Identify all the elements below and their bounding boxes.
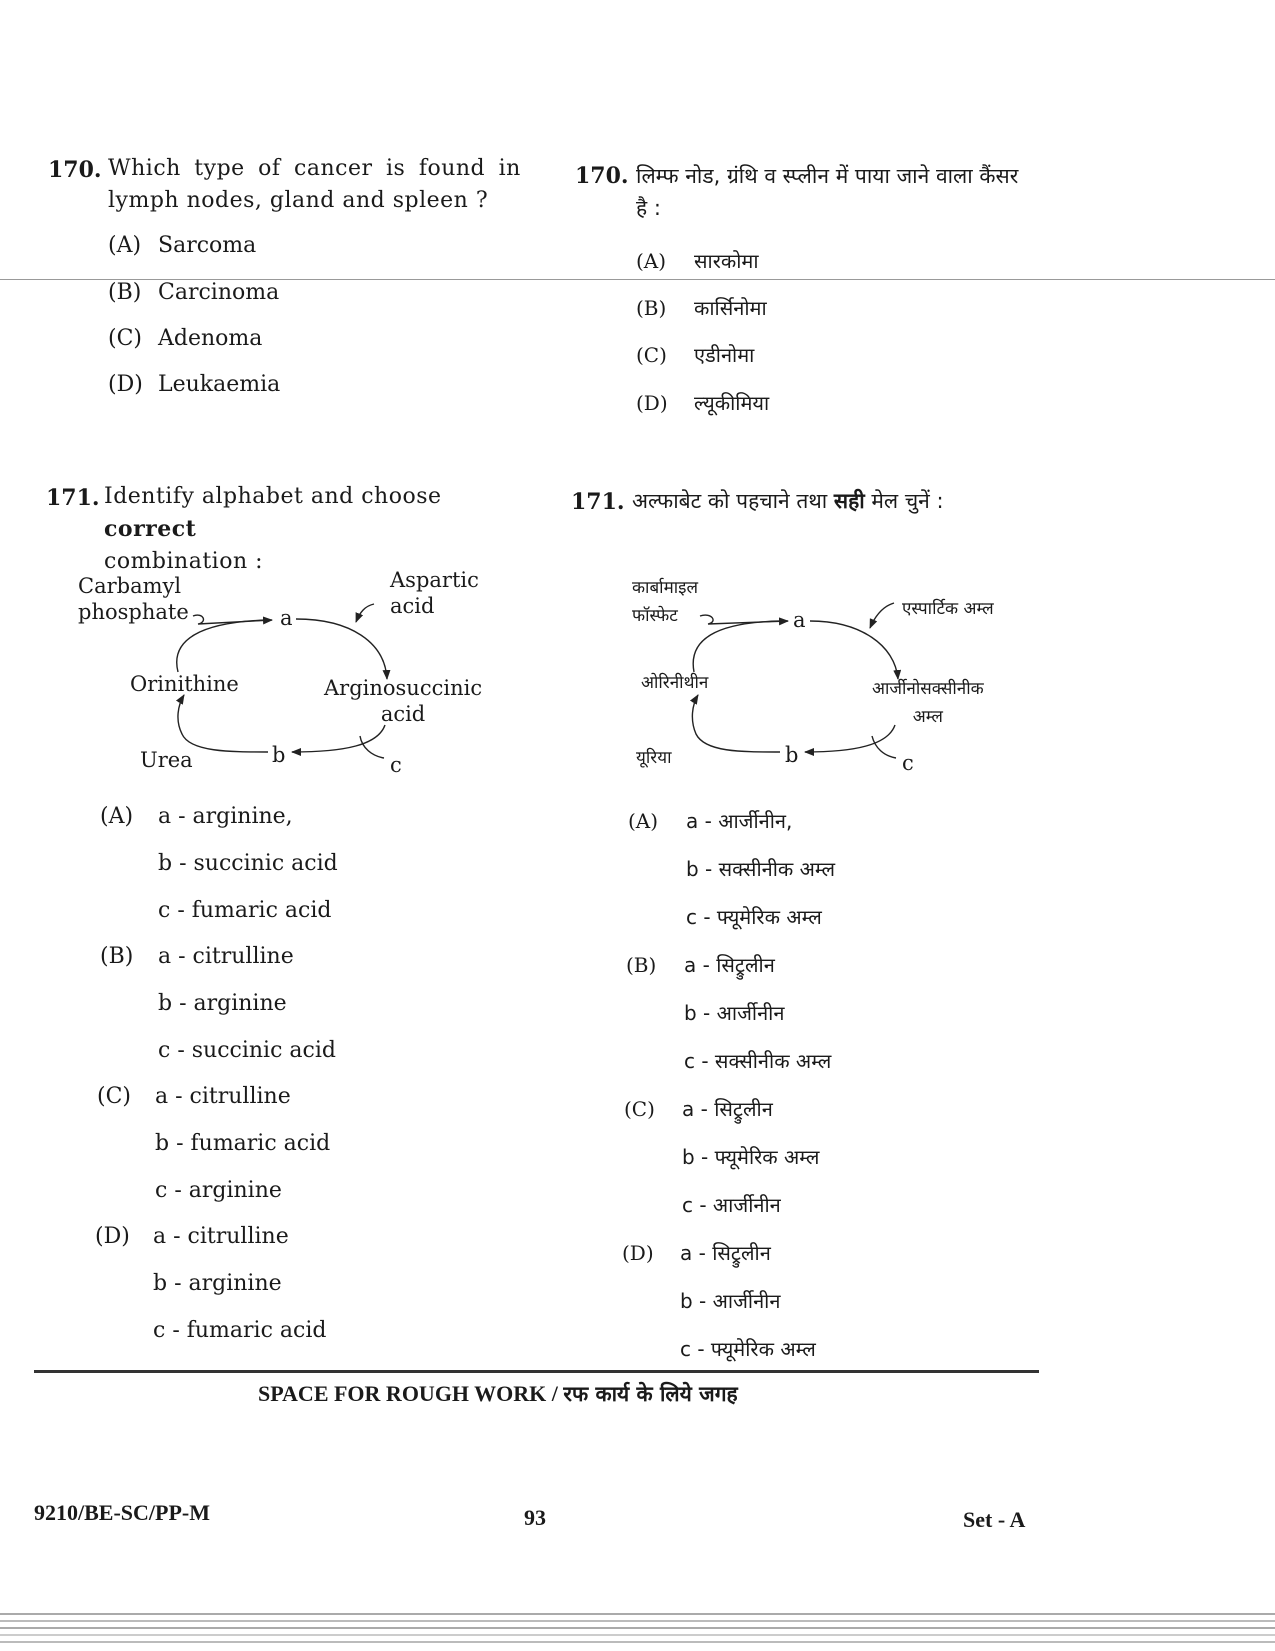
q170-hi-line2: है :: [636, 196, 661, 220]
q171-hi-bold: सही: [833, 489, 865, 513]
option-c-value: c - सक्सीनीक अम्ल: [684, 1049, 832, 1073]
label-arginosuccinic-hi: आर्जीनोसक्सीनीक: [872, 679, 984, 699]
option-b-value: b - arginine: [158, 991, 287, 1016]
q171-en-option-c: [97, 1073, 330, 1214]
q170-en-option-d: [108, 372, 280, 397]
option-b-value: b - आर्जीनीन: [684, 1001, 785, 1025]
arc-a-to-argino-hi: [810, 621, 898, 679]
diagram-hi-b: b: [785, 743, 799, 767]
option-c-value: c - फ्यूमेरिक अम्ल: [686, 905, 822, 929]
rough-work-hi: रफ कार्य के लिये जगह: [563, 1382, 738, 1406]
diagram-en-carbamyl: [78, 573, 189, 625]
diagram-hi-aspartic: एस्पार्टिक अम्ल: [902, 599, 994, 619]
q171-hi-text-end: मेल चुनें :: [864, 489, 944, 513]
q170-hi-option-c: [636, 341, 754, 368]
option-label: (D): [622, 1241, 654, 1265]
diagram-hi-carbamyl: [632, 574, 698, 630]
label-phosphate: phosphate: [78, 600, 189, 624]
option-label: (D): [636, 391, 668, 415]
label-arginosuccinic: Arginosuccinic: [324, 676, 483, 700]
option-a-value: a - आर्जीनीन,: [686, 809, 793, 833]
q171-en-option-a: [100, 793, 338, 934]
option-a-value: a - सिट्रुलीन: [684, 953, 775, 977]
q170-en-option-c: [108, 326, 262, 351]
option-label: (A): [100, 804, 134, 829]
option-label: (B): [100, 944, 134, 969]
diagram-en-urea: Urea: [140, 748, 193, 772]
arc-b-to-orinithine: [178, 695, 268, 752]
option-text: एडीनोमा: [694, 343, 755, 367]
option-b-value: b - arginine: [153, 1271, 282, 1296]
option-label: (C): [624, 1097, 655, 1121]
option-c-value: c - आर्जीनीन: [682, 1193, 781, 1217]
q170-en-number: 170.: [48, 157, 102, 183]
label-arginosuccinic-acid-hi: अम्ल: [912, 707, 943, 727]
option-text: कार्सिनोमा: [694, 296, 767, 320]
label-carbamyl: Carbamyl: [78, 574, 182, 598]
option-a-value: a - citrulline: [155, 1084, 291, 1109]
arc-argino-to-b: [292, 725, 385, 752]
option-label: (A): [108, 233, 142, 258]
q170-en-question: [108, 153, 528, 217]
q171-en-bold: correct: [104, 516, 197, 542]
option-b-value: b - फ्यूमेरिक अम्ल: [682, 1145, 820, 1169]
arc-b-to-orinithine-hi: [692, 695, 780, 752]
option-text: Carcinoma: [158, 280, 280, 305]
diagram-hi-cycle: [0, 0, 1, 1]
q171-en-question: [104, 481, 534, 578]
page-number: 93: [524, 1505, 546, 1530]
q171-en-number: 171.: [46, 485, 100, 511]
label-phosphate-hi: फॉस्फेट: [632, 606, 678, 626]
q170-hi-number: 170.: [575, 163, 629, 189]
option-label: (B): [636, 296, 667, 320]
label-aspartic: Aspartic: [390, 568, 479, 592]
option-label: (A): [636, 249, 667, 273]
option-label: (C): [97, 1084, 131, 1109]
q170-hi-option-b: [636, 294, 767, 321]
q171-hi-number: 171.: [571, 489, 625, 515]
paper-code: 9210/BE-SC/PP-M: [34, 1500, 210, 1525]
rough-work-divider: [34, 1370, 1039, 1373]
diagram-en-b: b: [272, 743, 286, 767]
option-a-value: a - citrulline: [153, 1224, 289, 1249]
q170-hi-question: [636, 160, 1106, 224]
option-a-value: a - citrulline: [158, 944, 294, 969]
q170-en-line2: lymph nodes, gland and spleen ?: [108, 188, 489, 213]
q170-hi-option-a: [636, 247, 759, 274]
option-a-value: a - सिट्रुलीन: [680, 1241, 771, 1265]
scan-edge-line: [0, 1620, 1275, 1622]
set-label: Set - A: [963, 1507, 1026, 1532]
q171-hi-option-a: [628, 797, 835, 941]
q171-en-option-d: [95, 1213, 326, 1354]
option-label: (B): [108, 280, 142, 305]
option-b-value: b - succinic acid: [158, 851, 338, 876]
diagram-hi-a: a: [793, 608, 806, 632]
option-label: (C): [108, 326, 142, 351]
diagram-hi-orinithine: ओरिनीथीन: [641, 673, 709, 693]
option-a-value: a - arginine,: [158, 804, 293, 829]
arrow-to-c-hi: [872, 736, 896, 758]
q170-en-option-b: [108, 280, 279, 305]
rough-work-label: [258, 1380, 738, 1408]
q171-hi-text: अल्फाबेट को पहचाने तथा: [632, 489, 834, 513]
scan-edge-line: [0, 1613, 1275, 1615]
q171-hi-option-d: [622, 1229, 816, 1373]
option-label: (A): [628, 809, 659, 833]
diagram-hi-argino: [872, 675, 984, 731]
option-text: Adenoma: [158, 326, 263, 351]
option-c-value: c - फ्यूमेरिक अम्ल: [680, 1337, 816, 1361]
scan-edge-line: [0, 1627, 1275, 1629]
option-b-value: b - fumaric acid: [155, 1131, 331, 1156]
q171-en-line1: [104, 481, 534, 546]
arrow-carbamyl-to-a-hi: [700, 615, 788, 624]
rough-work-en: SPACE FOR ROUGH WORK /: [258, 1381, 564, 1406]
option-label: (B): [626, 953, 657, 977]
option-text: Sarcoma: [158, 233, 257, 258]
arc-orinithine-to-a-hi: [693, 621, 782, 672]
diagram-en-aspartic: [390, 567, 479, 619]
q171-en-line2: combination :: [104, 549, 264, 574]
arrow-aspartic-hi: [870, 603, 894, 628]
q170-hi-line1: लिम्फ नोड, ग्रंथि व स्प्लीन में पाया जाने वाला कैंसर: [636, 164, 1019, 188]
q170-hi-option-d: [636, 389, 769, 416]
diagram-en-a: a: [280, 606, 293, 630]
arc-a-to-argino: [296, 619, 387, 679]
q171-hi-option-c: [624, 1085, 819, 1229]
q171-en-text: Identify alphabet and choose: [104, 484, 442, 509]
diagram-hi-urea: यूरिया: [636, 748, 672, 768]
diagram-en-argino: [324, 675, 482, 727]
option-c-value: c - fumaric acid: [153, 1318, 327, 1343]
label-carbamyl-hi: कार्बामाइल: [632, 578, 699, 598]
arc-orinithine-to-a: [177, 620, 268, 672]
q170-en-line1: Which type of cancer is found in: [108, 156, 521, 181]
option-b-value: b - सक्सीनीक अम्ल: [686, 857, 836, 881]
diagram-hi-c: c: [902, 751, 914, 775]
option-a-value: a - सिट्रुलीन: [682, 1097, 773, 1121]
option-text: ल्यूकीमिया: [694, 391, 770, 415]
option-c-value: c - arginine: [155, 1178, 282, 1203]
diagram-en-c: c: [390, 753, 402, 777]
option-c-value: c - succinic acid: [158, 1038, 336, 1063]
option-c-value: c - fumaric acid: [158, 898, 332, 923]
diagram-en-orinithine: Orinithine: [130, 672, 239, 696]
arrow-aspartic: [356, 604, 374, 622]
option-b-value: b - आर्जीनीन: [680, 1289, 781, 1313]
option-text: Leukaemia: [158, 372, 281, 397]
option-label: (D): [95, 1224, 130, 1249]
scan-line: [0, 279, 1275, 280]
option-label: (C): [636, 343, 667, 367]
q171-hi-option-b: [626, 941, 831, 1085]
scan-edge-line: [0, 1634, 1275, 1636]
label-aspartic-acid: acid: [390, 594, 435, 618]
q171-en-option-b: [100, 933, 336, 1074]
q170-en-option-a: [108, 233, 256, 258]
q171-hi-question: [632, 485, 1082, 517]
option-label: (D): [108, 372, 143, 397]
scan-edge-line: [0, 1641, 1275, 1643]
label-arginosuccinic-acid: acid: [380, 702, 426, 726]
option-text: सारकोमा: [694, 249, 759, 273]
